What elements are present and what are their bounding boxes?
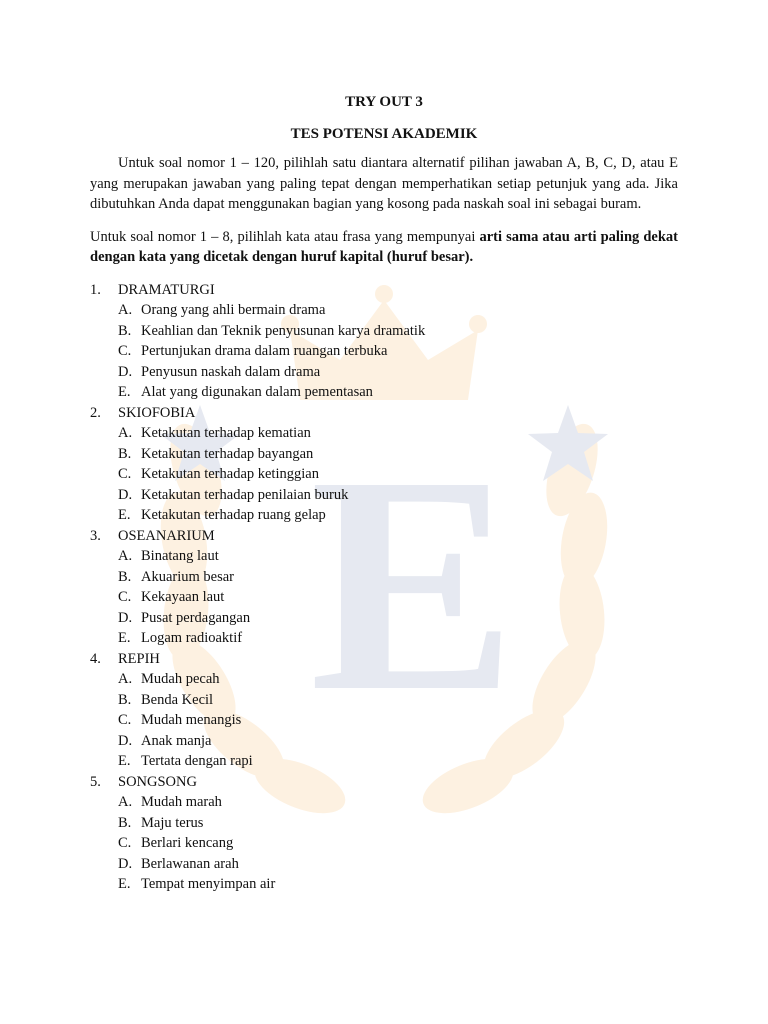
question-word: SKIOFOBIA bbox=[118, 404, 196, 421]
option-text: Berlari kencang bbox=[141, 835, 234, 851]
option-text: Berlawanan arah bbox=[141, 855, 239, 872]
doc-subtitle: TES POTENSI AKADEMIK bbox=[290, 126, 478, 142]
option-letter: B. bbox=[118, 445, 132, 462]
option-text: Akuarium besar bbox=[141, 568, 235, 585]
option-letter: B. bbox=[118, 568, 132, 585]
option-letter: E. bbox=[118, 753, 131, 769]
answer-option bbox=[118, 362, 678, 383]
intro-paragraph: Untuk soal nomor 1 – 120, pilihlah satu diantara alternatif pilihan jawaban A, B, C, D, atau E yang merupakan jawaban yang paling tepat dengan memperhatikan setiap petunjuk yang ada. Jika dibutuhkan Anda dapat menggunakan bagian yang kosong pada naskah soal ini sebagai buram. bbox=[90, 155, 678, 212]
option-text: Anak manja bbox=[141, 732, 212, 749]
answer-option bbox=[118, 546, 678, 567]
answer-option bbox=[118, 300, 678, 321]
option-letter: B. bbox=[118, 322, 132, 339]
instruction-emphasis: arti sama atau arti paling dekat dengan kata yang dicetak dengan huruf kapital (huruf besar). bbox=[90, 228, 678, 265]
option-list bbox=[90, 792, 678, 895]
option-text: Kekayaan laut bbox=[141, 589, 225, 605]
option-text: Penyusun naskah dalam drama bbox=[141, 363, 321, 380]
option-letter: A. bbox=[118, 425, 133, 441]
answer-option bbox=[118, 874, 678, 895]
option-letter: A. bbox=[118, 548, 133, 564]
option-text: Mudah marah bbox=[141, 794, 222, 810]
option-text: Ketakutan terhadap kematian bbox=[141, 425, 311, 441]
option-text: Ketakutan terhadap ruang gelap bbox=[141, 507, 326, 523]
answer-option bbox=[118, 608, 678, 629]
option-letter: A. bbox=[118, 794, 133, 810]
answer-option bbox=[118, 444, 678, 465]
answer-option bbox=[118, 505, 678, 526]
option-letter: A. bbox=[118, 671, 133, 687]
option-text: Binatang laut bbox=[141, 548, 219, 564]
answer-option bbox=[118, 833, 678, 854]
answer-option bbox=[118, 382, 678, 403]
answer-option bbox=[118, 751, 678, 772]
question-item bbox=[90, 526, 678, 649]
answer-option bbox=[118, 567, 678, 588]
option-text: Orang yang ahli bermain drama bbox=[141, 302, 326, 318]
option-list bbox=[90, 423, 678, 526]
question-number: 2. bbox=[90, 404, 101, 421]
option-text: Alat yang digunakan dalam pementasan bbox=[141, 384, 373, 400]
option-text: Pertunjukan drama dalam ruangan terbuka bbox=[141, 343, 388, 359]
option-letter: C. bbox=[118, 466, 132, 482]
question-item bbox=[90, 403, 678, 526]
option-letter: E. bbox=[118, 630, 131, 646]
answer-option bbox=[118, 321, 678, 342]
instruction-text: Untuk soal nomor 1 – 8, pilihlah kata atau frasa yang mempunyai bbox=[90, 228, 480, 245]
doc-title: TRY OUT 3 bbox=[345, 94, 423, 110]
answer-option bbox=[118, 792, 678, 813]
option-text: Ketakutan terhadap bayangan bbox=[141, 445, 314, 462]
option-list bbox=[90, 300, 678, 403]
option-list bbox=[90, 669, 678, 772]
option-text: Ketakutan terhadap ketinggian bbox=[141, 466, 319, 482]
answer-option bbox=[118, 710, 678, 731]
question-number: 5. bbox=[90, 773, 101, 790]
answer-option bbox=[118, 854, 678, 875]
question-word: OSEANARIUM bbox=[118, 527, 215, 544]
option-letter: B. bbox=[118, 691, 132, 708]
option-text: Keahlian dan Teknik penyusunan karya dramatik bbox=[141, 322, 426, 339]
option-letter: E. bbox=[118, 507, 131, 523]
answer-option bbox=[118, 341, 678, 362]
question-list bbox=[90, 280, 678, 895]
option-letter: D. bbox=[118, 609, 133, 626]
option-text: Logam radioaktif bbox=[141, 630, 243, 646]
instruction-paragraph bbox=[90, 227, 678, 268]
option-letter: A. bbox=[118, 302, 133, 318]
question-number: 1. bbox=[90, 281, 101, 298]
option-text: Tertata dengan rapi bbox=[141, 753, 253, 769]
option-letter: B. bbox=[118, 814, 132, 831]
option-letter: C. bbox=[118, 589, 132, 605]
option-text: Tempat menyimpan air bbox=[141, 876, 276, 892]
option-text: Benda Kecil bbox=[141, 691, 214, 708]
option-text: Pusat perdagangan bbox=[141, 609, 251, 626]
option-letter: C. bbox=[118, 835, 132, 851]
option-letter: C. bbox=[118, 343, 132, 359]
question-item bbox=[90, 772, 678, 895]
option-letter: D. bbox=[118, 363, 133, 380]
question-word: REPIH bbox=[118, 650, 160, 667]
answer-option bbox=[118, 464, 678, 485]
answer-option bbox=[118, 731, 678, 752]
answer-option bbox=[118, 690, 678, 711]
document-page bbox=[90, 90, 678, 895]
question-number: 4. bbox=[90, 650, 101, 667]
question-item bbox=[90, 649, 678, 772]
option-letter: E. bbox=[118, 876, 131, 892]
option-text: Mudah menangis bbox=[141, 712, 242, 728]
option-text: Mudah pecah bbox=[141, 671, 220, 687]
option-letter: E. bbox=[118, 384, 131, 400]
answer-option bbox=[118, 587, 678, 608]
answer-option bbox=[118, 423, 678, 444]
question-word: DRAMATURGI bbox=[118, 281, 215, 298]
answer-option bbox=[118, 669, 678, 690]
option-text: Maju terus bbox=[141, 814, 204, 831]
option-letter: D. bbox=[118, 855, 133, 872]
option-text: Ketakutan terhadap penilaian buruk bbox=[141, 486, 349, 503]
svg-text:E: E bbox=[309, 413, 517, 756]
answer-option bbox=[118, 628, 678, 649]
option-letter: D. bbox=[118, 486, 133, 503]
answer-option bbox=[118, 813, 678, 834]
question-item bbox=[90, 280, 678, 403]
option-letter: D. bbox=[118, 732, 133, 749]
option-letter: C. bbox=[118, 712, 132, 728]
option-list bbox=[90, 546, 678, 649]
answer-option bbox=[118, 485, 678, 506]
question-number: 3. bbox=[90, 527, 101, 544]
question-word: SONGSONG bbox=[118, 773, 197, 790]
